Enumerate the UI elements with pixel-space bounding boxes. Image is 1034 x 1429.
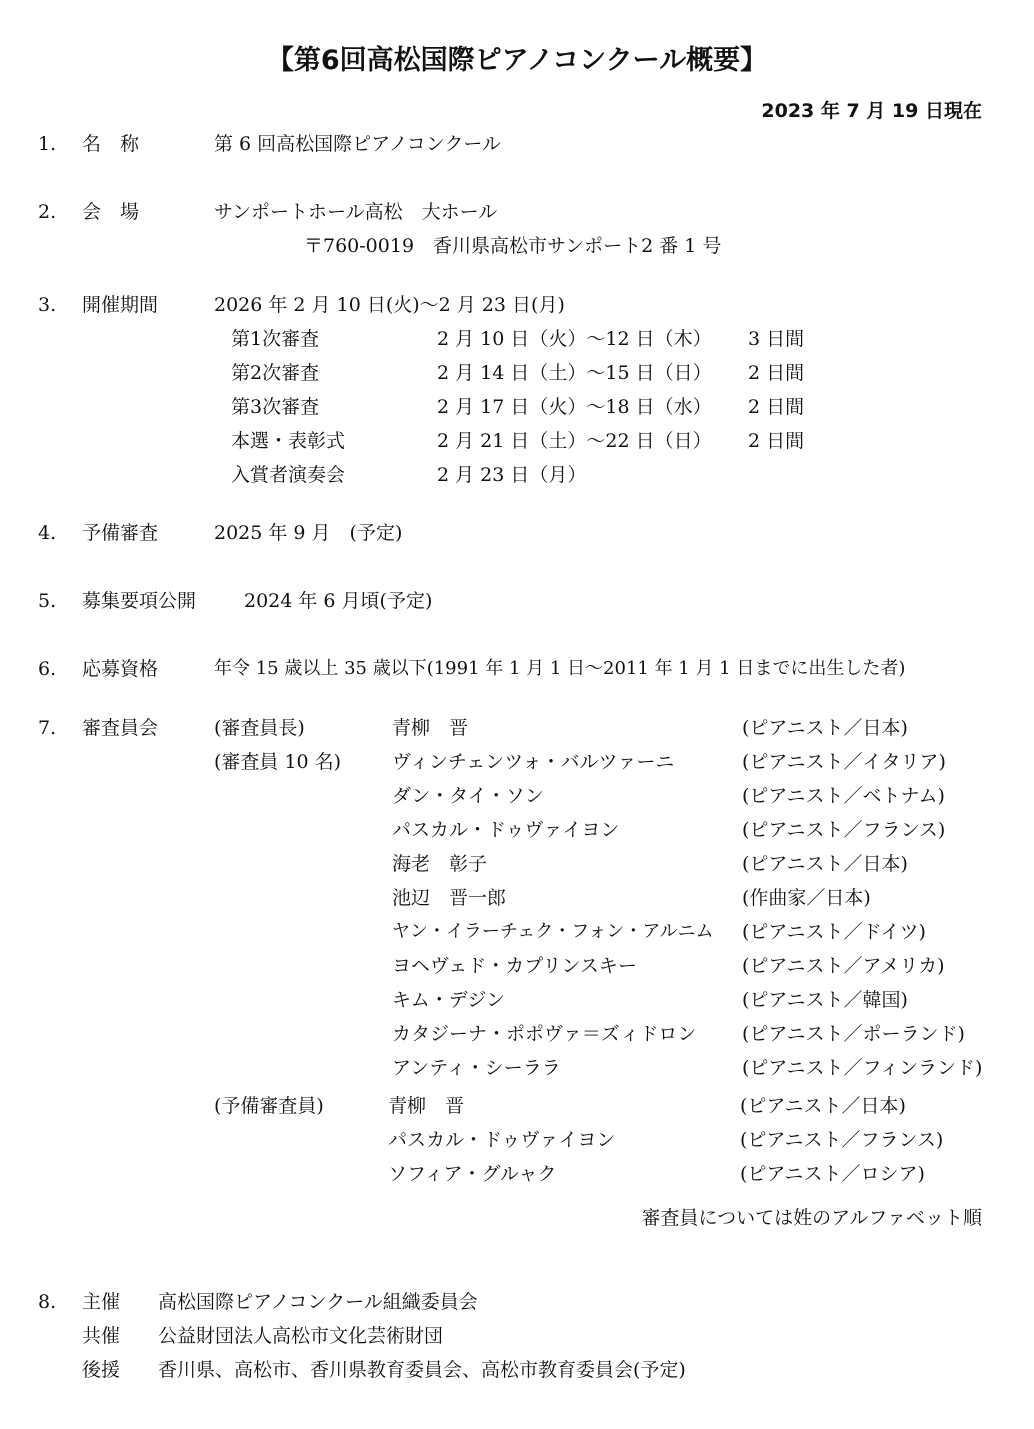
section-6-label: 応募資格 bbox=[82, 658, 159, 680]
support-label: 後援 bbox=[82, 1359, 121, 1381]
juror-name: アンティ・シーララ bbox=[392, 1057, 561, 1079]
jury-chair-label: (審査員長) bbox=[214, 717, 305, 739]
organizer-value: 高松国際ピアノコンクール組織委員会 bbox=[158, 1291, 478, 1313]
juror-name: 青柳 晋 bbox=[392, 717, 469, 739]
round-name: 第2次審査 bbox=[231, 362, 320, 384]
section-2-number: 2. bbox=[38, 201, 57, 223]
prelim-juror-name: 青柳 晋 bbox=[388, 1095, 465, 1117]
jury-order-note: 審査員については姓のアルファベット順 bbox=[641, 1207, 982, 1229]
juror-role: (ピアニスト／フィンランド) bbox=[742, 1057, 983, 1079]
round-name: 第3次審査 bbox=[231, 396, 320, 418]
venue-name: サンポートホール高松 大ホール bbox=[214, 201, 498, 223]
round-duration: 2 日間 bbox=[748, 430, 805, 452]
venue-address: 〒760-0019 香川県高松市サンポート2 番 1 号 bbox=[304, 235, 722, 257]
guidelines-date: 2024 年 6 月頃(予定) bbox=[244, 590, 433, 612]
section-7-number: 7. bbox=[38, 717, 57, 739]
round-dates: 2 月 21 日（土）～22 日（日） bbox=[437, 430, 712, 452]
juror-role: (ピアニスト／韓国) bbox=[742, 989, 908, 1011]
section-4-label: 予備審査 bbox=[82, 522, 159, 544]
juror-role: (ピアニスト／イタリア) bbox=[742, 751, 946, 773]
section-3-number: 3. bbox=[38, 294, 57, 316]
juror-role: (作曲家／日本) bbox=[742, 887, 871, 909]
as-of-date: 2023 年 7 月 19 日現在 bbox=[761, 100, 982, 122]
section-1-label: 名 称 bbox=[82, 133, 140, 155]
section-5-label: 募集要項公開 bbox=[82, 590, 197, 612]
round-duration: 2 日間 bbox=[748, 362, 805, 384]
document-title: 【第6回高松国際ピアノコンクール概要】 bbox=[266, 45, 768, 76]
prelim-juror-role: (ピアニスト／ロシア) bbox=[740, 1163, 925, 1185]
juror-role: (ピアニスト／ベトナム) bbox=[742, 785, 945, 807]
juror-role: (ピアニスト／日本) bbox=[742, 717, 908, 739]
round-dates: 2 月 10 日（火）～12 日（木） bbox=[437, 328, 712, 350]
cosponsor-value: 公益財団法人高松市文化芸術財団 bbox=[158, 1325, 444, 1347]
round-name: 入賞者演奏会 bbox=[231, 464, 346, 486]
juror-name: カタジーナ・ポポヴァ＝ズィドロン bbox=[392, 1023, 697, 1045]
round-name: 第1次審査 bbox=[231, 328, 320, 350]
juror-role: (ピアニスト／フランス) bbox=[742, 819, 946, 841]
section-5-number: 5. bbox=[38, 590, 57, 612]
section-4-number: 4. bbox=[38, 522, 57, 544]
juror-name: 池辺 晋一郎 bbox=[392, 887, 507, 909]
juror-name: ダン・タイ・ソン bbox=[392, 785, 544, 807]
prelim-juror-name: ソフィア・グルャク bbox=[388, 1163, 557, 1185]
preliminary-jury-label: (予備審査員) bbox=[214, 1095, 324, 1117]
round-dates: 2 月 14 日（土）～15 日（日） bbox=[437, 362, 712, 384]
juror-name: ヤン・イラーチェク・フォン・アルニム bbox=[392, 921, 714, 942]
juror-name: 海老 彰子 bbox=[392, 853, 488, 875]
event-period: 2026 年 2 月 10 日(火)～2 月 23 日(月) bbox=[214, 294, 565, 316]
prelim-juror-name: パスカル・ドゥヴァイヨン bbox=[388, 1129, 616, 1151]
round-name: 本選・表彰式 bbox=[231, 430, 346, 452]
preliminary-date: 2025 年 9 月 (予定) bbox=[214, 522, 403, 544]
juror-name: パスカル・ドゥヴァイヨン bbox=[392, 819, 620, 841]
juror-role: (ピアニスト／ドイツ) bbox=[742, 921, 926, 943]
jury-members-label: (審査員 10 名) bbox=[214, 751, 342, 773]
juror-name: ヴィンチェンツォ・バルツァーニ bbox=[392, 751, 675, 773]
prelim-juror-role: (ピアニスト／フランス) bbox=[740, 1129, 944, 1151]
juror-role: (ピアニスト／ポーランド) bbox=[742, 1023, 965, 1045]
support-value: 香川県、高松市、香川県教育委員会、高松市教育委員会(予定) bbox=[158, 1359, 686, 1381]
round-dates: 2 月 17 日（火）～18 日（水） bbox=[437, 396, 712, 418]
round-duration: 2 日間 bbox=[748, 396, 805, 418]
juror-role: (ピアニスト／日本) bbox=[742, 853, 908, 875]
section-3-label: 開催期間 bbox=[82, 294, 159, 316]
prelim-juror-role: (ピアニスト／日本) bbox=[740, 1095, 906, 1117]
eligibility-text: 年令 15 歳以上 35 歳以下(1991 年 1 月 1 日～2011 年 1 月 1 日までに出生した者) bbox=[214, 658, 906, 679]
section-7-label: 審査員会 bbox=[82, 717, 159, 739]
section-2-label: 会 場 bbox=[82, 201, 140, 223]
juror-name: ヨヘヴェド・カプリンスキー bbox=[392, 955, 637, 977]
organizer-label: 主催 bbox=[82, 1291, 121, 1313]
juror-role: (ピアニスト／アメリカ) bbox=[742, 955, 945, 977]
section-1-value: 第 6 回高松国際ピアノコンクール bbox=[214, 133, 501, 155]
cosponsor-label: 共催 bbox=[82, 1325, 121, 1347]
section-1-number: 1. bbox=[38, 133, 57, 155]
round-dates: 2 月 23 日（月） bbox=[437, 464, 587, 486]
round-duration: 3 日間 bbox=[748, 328, 805, 350]
section-6-number: 6. bbox=[38, 658, 57, 680]
juror-name: キム・デジン bbox=[392, 989, 505, 1011]
section-8-number: 8. bbox=[38, 1291, 57, 1313]
